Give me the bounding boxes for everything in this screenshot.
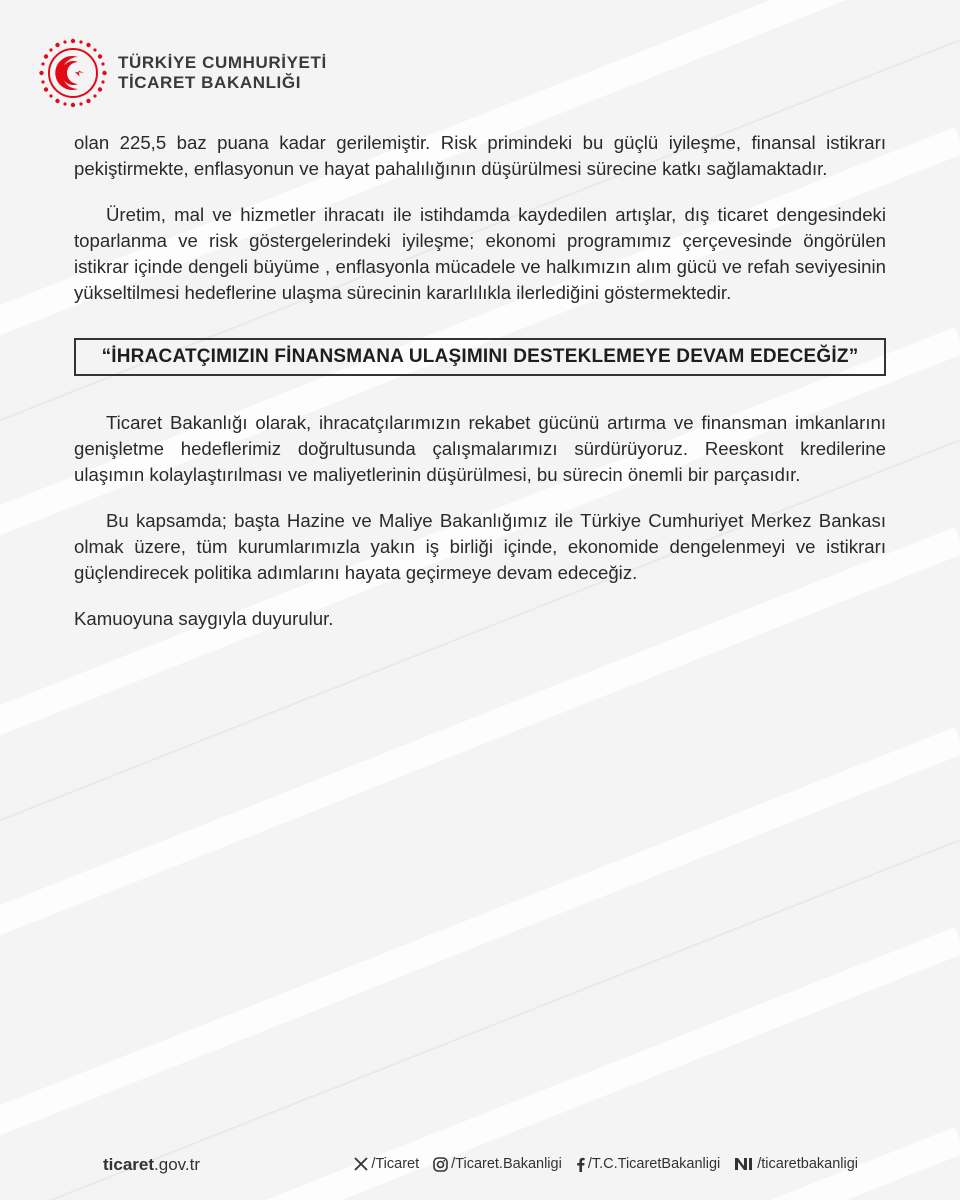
instagram-link[interactable] (433, 1156, 562, 1172)
footer (0, 1152, 960, 1182)
facebook-handle: /T.C.TicaretBakanligi (587, 1156, 721, 1172)
x-handle: /Ticaret (371, 1156, 420, 1172)
org-name-line1: TÜRKİYE CUMHURİYETİ (118, 53, 327, 72)
instagram-handle: /Ticaret.Bakanligi (451, 1156, 562, 1172)
social-links (340, 1156, 858, 1172)
site-bold: ticaret (103, 1155, 155, 1174)
paragraph-2: Üretim, mal ve hizmetler ihracatı ile istihdamda kaydedilen artışlar, dış ticaret dengesindeki toparlanma ve risk göstergelerindeki iyileşme; ekonomi programımız çerçevesinde öngörülen istikrar içinde dengeli büyüme , enflasyonla mücadele ve halkımızın alım gücü ve refah seviyesinin yükseltilmesi hedeflerine ulaşma sürecinin kararlılıkla ilerlediğini göstermektedir. (74, 204, 886, 303)
nsosyal-handle: /ticaretbakanligi (757, 1156, 858, 1172)
site-domain: .gov.tr (154, 1155, 201, 1174)
paragraph-4: Bu kapsamda; başta Hazine ve Maliye Bakanlığımız ile Türkiye Cumhuriyet Merkez Bankası olmak üzere, tüm kurumlarımızla yakın iş birliği içinde, ekonomide dengelenmeyi ve istikrarı güçlendirecek politika adımlarını hayata geçirmeye devam edeceğiz. (74, 510, 886, 583)
closing-line: Kamuoyuna saygıyla duyurulur. (74, 608, 334, 629)
website-link[interactable] (103, 1155, 200, 1175)
facebook-link[interactable] (576, 1156, 720, 1172)
ministry-name (118, 53, 327, 93)
facebook-icon (576, 1157, 585, 1172)
section-heading: “İHRACATÇIMIZIN FİNANSMANA ULAŞIMINI DESTEKLEMEYE DEVAM EDECEĞİZ” (74, 338, 886, 376)
nsosyal-icon (734, 1157, 754, 1171)
org-name-line2: TİCARET BAKANLIĞI (118, 73, 302, 92)
header (38, 38, 327, 108)
instagram-icon (433, 1157, 448, 1172)
press-release-body (74, 130, 886, 632)
nsosyal-link[interactable] (734, 1156, 858, 1172)
x-link[interactable] (354, 1156, 419, 1172)
paragraph-1: olan 225,5 baz puana kadar gerilemiştir. Risk primindeki bu güçlü iyileşme, finansal istikrarı pekiştirmekte, enflasyonun ve hayat pahalılığının düşürülmesi sürecine katkı sağlamaktadır. (74, 132, 886, 179)
paragraph-3: Ticaret Bakanlığı olarak, ihracatçılarımızın rekabet gücünü artırma ve finansman imkanlarını genişletme hedeflerimiz doğrultusunda çalışmalarımızı sürdürüyoruz. Reeskont kredilerine ulaşımın kolaylaştırılması ve maliyetlerinin düşürülmesi, bu sürecin önemli bir parçasıdır. (74, 412, 886, 485)
ministry-seal-logo (38, 38, 108, 108)
x-icon (354, 1157, 368, 1171)
